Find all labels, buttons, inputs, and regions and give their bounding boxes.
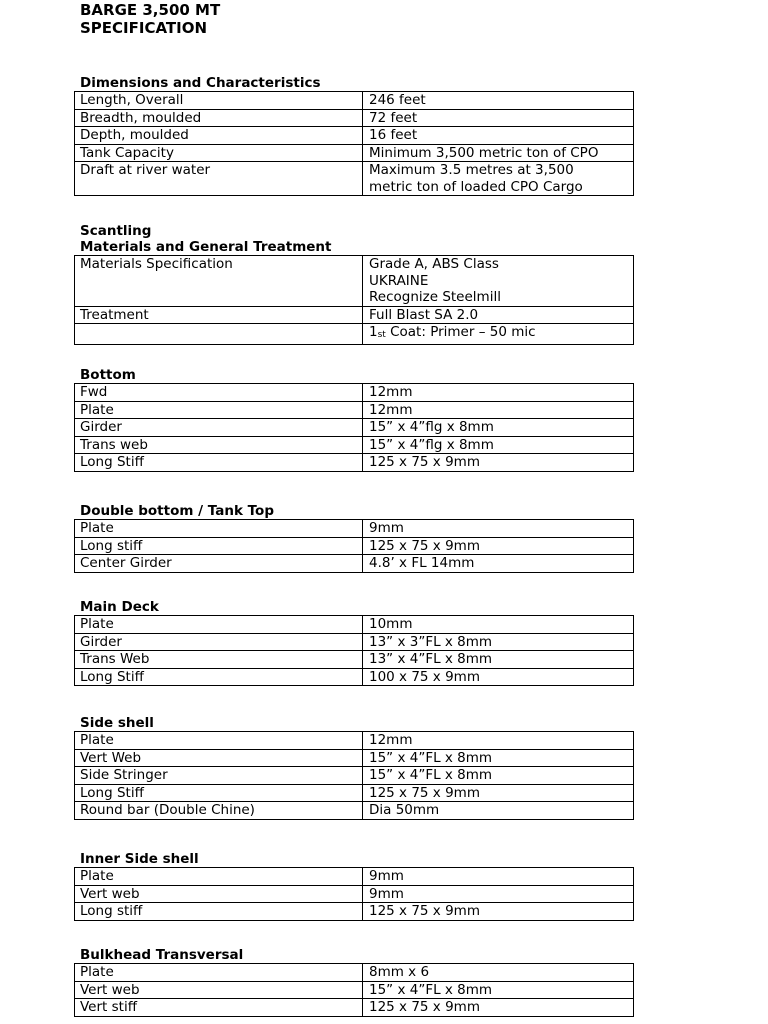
table-row — [75, 384, 634, 402]
table-row — [75, 784, 634, 802]
row-value: 125 x 75 x 9mm — [363, 537, 634, 555]
row-value: 100 x 75 x 9mm — [363, 668, 634, 686]
spec-table — [74, 963, 634, 1017]
spec-table — [74, 867, 634, 921]
table-row — [75, 109, 634, 127]
row-label: Long Stiff — [75, 454, 363, 472]
row-label: Plate — [75, 732, 363, 750]
row-value: 9mm — [363, 520, 634, 538]
value-line: Maximum 3.5 metres at 3,500 — [369, 162, 574, 178]
table-row — [75, 885, 634, 903]
row-label: Plate — [75, 520, 363, 538]
table-row — [75, 127, 634, 145]
table-row — [75, 324, 634, 345]
row-value: 125 x 75 x 9mm — [363, 784, 634, 802]
row-value: 8mm x 6 — [363, 964, 634, 982]
row-label: Long stiff — [75, 537, 363, 555]
table-row — [75, 419, 634, 437]
value-ordinal: st — [377, 330, 386, 340]
section-bottom — [74, 367, 633, 472]
spec-table — [74, 255, 634, 345]
table-row — [75, 999, 634, 1017]
table-row — [75, 454, 634, 472]
row-label: Length, Overall — [75, 92, 363, 110]
row-label: Depth, moulded — [75, 127, 363, 145]
row-label: Round bar (Double Chine) — [75, 802, 363, 820]
row-label: Vert stiff — [75, 999, 363, 1017]
row-value: 15” x 4”FL x 8mm — [363, 749, 634, 767]
row-label: Plate — [75, 964, 363, 982]
row-label: Long Stiff — [75, 668, 363, 686]
row-label: Trans Web — [75, 651, 363, 669]
table-row — [75, 436, 634, 454]
row-value: 15” x 4”FL x 8mm — [363, 767, 634, 785]
table-row — [75, 306, 634, 324]
row-value: 125 x 75 x 9mm — [363, 999, 634, 1017]
row-label: Side Stringer — [75, 767, 363, 785]
row-label: Tank Capacity — [75, 144, 363, 162]
row-label: Girder — [75, 633, 363, 651]
spec-table — [74, 383, 634, 472]
value-line: metric ton of loaded CPO Cargo — [369, 178, 583, 195]
row-value: 15” x 4”flg x 8mm — [363, 419, 634, 437]
table-row — [75, 401, 634, 419]
section-heading: Inner Side shell — [80, 851, 199, 867]
row-label: Long stiff — [75, 903, 363, 921]
value-line: Recognize Steelmill — [369, 289, 501, 305]
table-row — [75, 633, 634, 651]
row-value: 12mm — [363, 384, 634, 402]
row-value: Full Blast SA 2.0 — [363, 306, 634, 324]
row-label: Treatment — [75, 306, 363, 324]
row-value: 13” x 3”FL x 8mm — [363, 633, 634, 651]
section-dimensions — [74, 75, 633, 196]
row-label: Draft at river water — [75, 162, 363, 196]
row-value: 4.8’ x FL 14mm — [363, 555, 634, 573]
table-row — [75, 616, 634, 634]
row-label: Materials Specification — [75, 256, 363, 307]
spec-table — [74, 615, 634, 686]
section-heading: Main Deck — [80, 599, 159, 615]
value-line: Grade A, ABS Class — [369, 256, 499, 272]
row-value: 10mm — [363, 616, 634, 634]
value-text: Coat: Primer – 50 mic — [385, 324, 536, 340]
section-main-deck — [74, 599, 633, 686]
section-heading: Dimensions and Characteristics — [80, 75, 321, 91]
section-inner-side-shell — [74, 851, 633, 921]
section-heading: Bottom — [80, 367, 136, 383]
row-value — [363, 324, 634, 345]
row-label: Long Stiff — [75, 784, 363, 802]
row-label: Vert Web — [75, 749, 363, 767]
row-value: 12mm — [363, 401, 634, 419]
row-value: Minimum 3,500 metric ton of CPO — [363, 144, 634, 162]
row-label: Vert web — [75, 981, 363, 999]
row-label: Girder — [75, 419, 363, 437]
table-row — [75, 256, 634, 307]
value-line: UKRAINE — [369, 272, 429, 289]
row-value: 15” x 4”FL x 8mm — [363, 981, 634, 999]
row-label: Vert web — [75, 885, 363, 903]
table-row — [75, 537, 634, 555]
row-value: 9mm — [363, 868, 634, 886]
row-value: 9mm — [363, 885, 634, 903]
table-row — [75, 767, 634, 785]
table-row — [75, 162, 634, 196]
row-value: 16 feet — [363, 127, 634, 145]
section-heading: Double bottom / Tank Top — [80, 503, 274, 519]
table-row — [75, 668, 634, 686]
section-materials — [74, 223, 633, 345]
table-row — [75, 144, 634, 162]
spec-table — [74, 731, 634, 820]
value-prefix: 1 — [369, 324, 378, 340]
section-side-shell — [74, 715, 633, 820]
table-row — [75, 92, 634, 110]
spec-table — [74, 91, 634, 196]
table-row — [75, 868, 634, 886]
table-row — [75, 903, 634, 921]
row-label: Plate — [75, 616, 363, 634]
table-row — [75, 749, 634, 767]
section-bulkhead-transversal — [74, 947, 633, 1017]
spec-table — [74, 519, 634, 573]
row-value: 13” x 4”FL x 8mm — [363, 651, 634, 669]
row-value: Dia 50mm — [363, 802, 634, 820]
row-value: 125 x 75 x 9mm — [363, 454, 634, 472]
row-value: 125 x 75 x 9mm — [363, 903, 634, 921]
table-row — [75, 555, 634, 573]
row-value: 246 feet — [363, 92, 634, 110]
row-value: 15” x 4”flg x 8mm — [363, 436, 634, 454]
table-row — [75, 964, 634, 982]
section-heading: Side shell — [80, 715, 154, 731]
row-label: Trans web — [75, 436, 363, 454]
row-label: Center Girder — [75, 555, 363, 573]
row-value: 12mm — [363, 732, 634, 750]
table-row — [75, 981, 634, 999]
table-row — [75, 651, 634, 669]
row-value: 72 feet — [363, 109, 634, 127]
table-row — [75, 802, 634, 820]
row-label — [75, 324, 363, 345]
row-label: Plate — [75, 401, 363, 419]
table-row — [75, 520, 634, 538]
section-heading: Bulkhead Transversal — [80, 947, 244, 963]
document-title: BARGE 3,500 MT SPECIFICATION — [80, 1, 221, 37]
row-label: Fwd — [75, 384, 363, 402]
table-row — [75, 732, 634, 750]
row-value — [363, 162, 634, 196]
row-value — [363, 256, 634, 307]
section-double-bottom — [74, 503, 633, 573]
section-subheading: Materials and General Treatment — [80, 239, 332, 255]
section-heading: Scantling — [80, 223, 152, 239]
row-label: Plate — [75, 868, 363, 886]
row-label: Breadth, moulded — [75, 109, 363, 127]
